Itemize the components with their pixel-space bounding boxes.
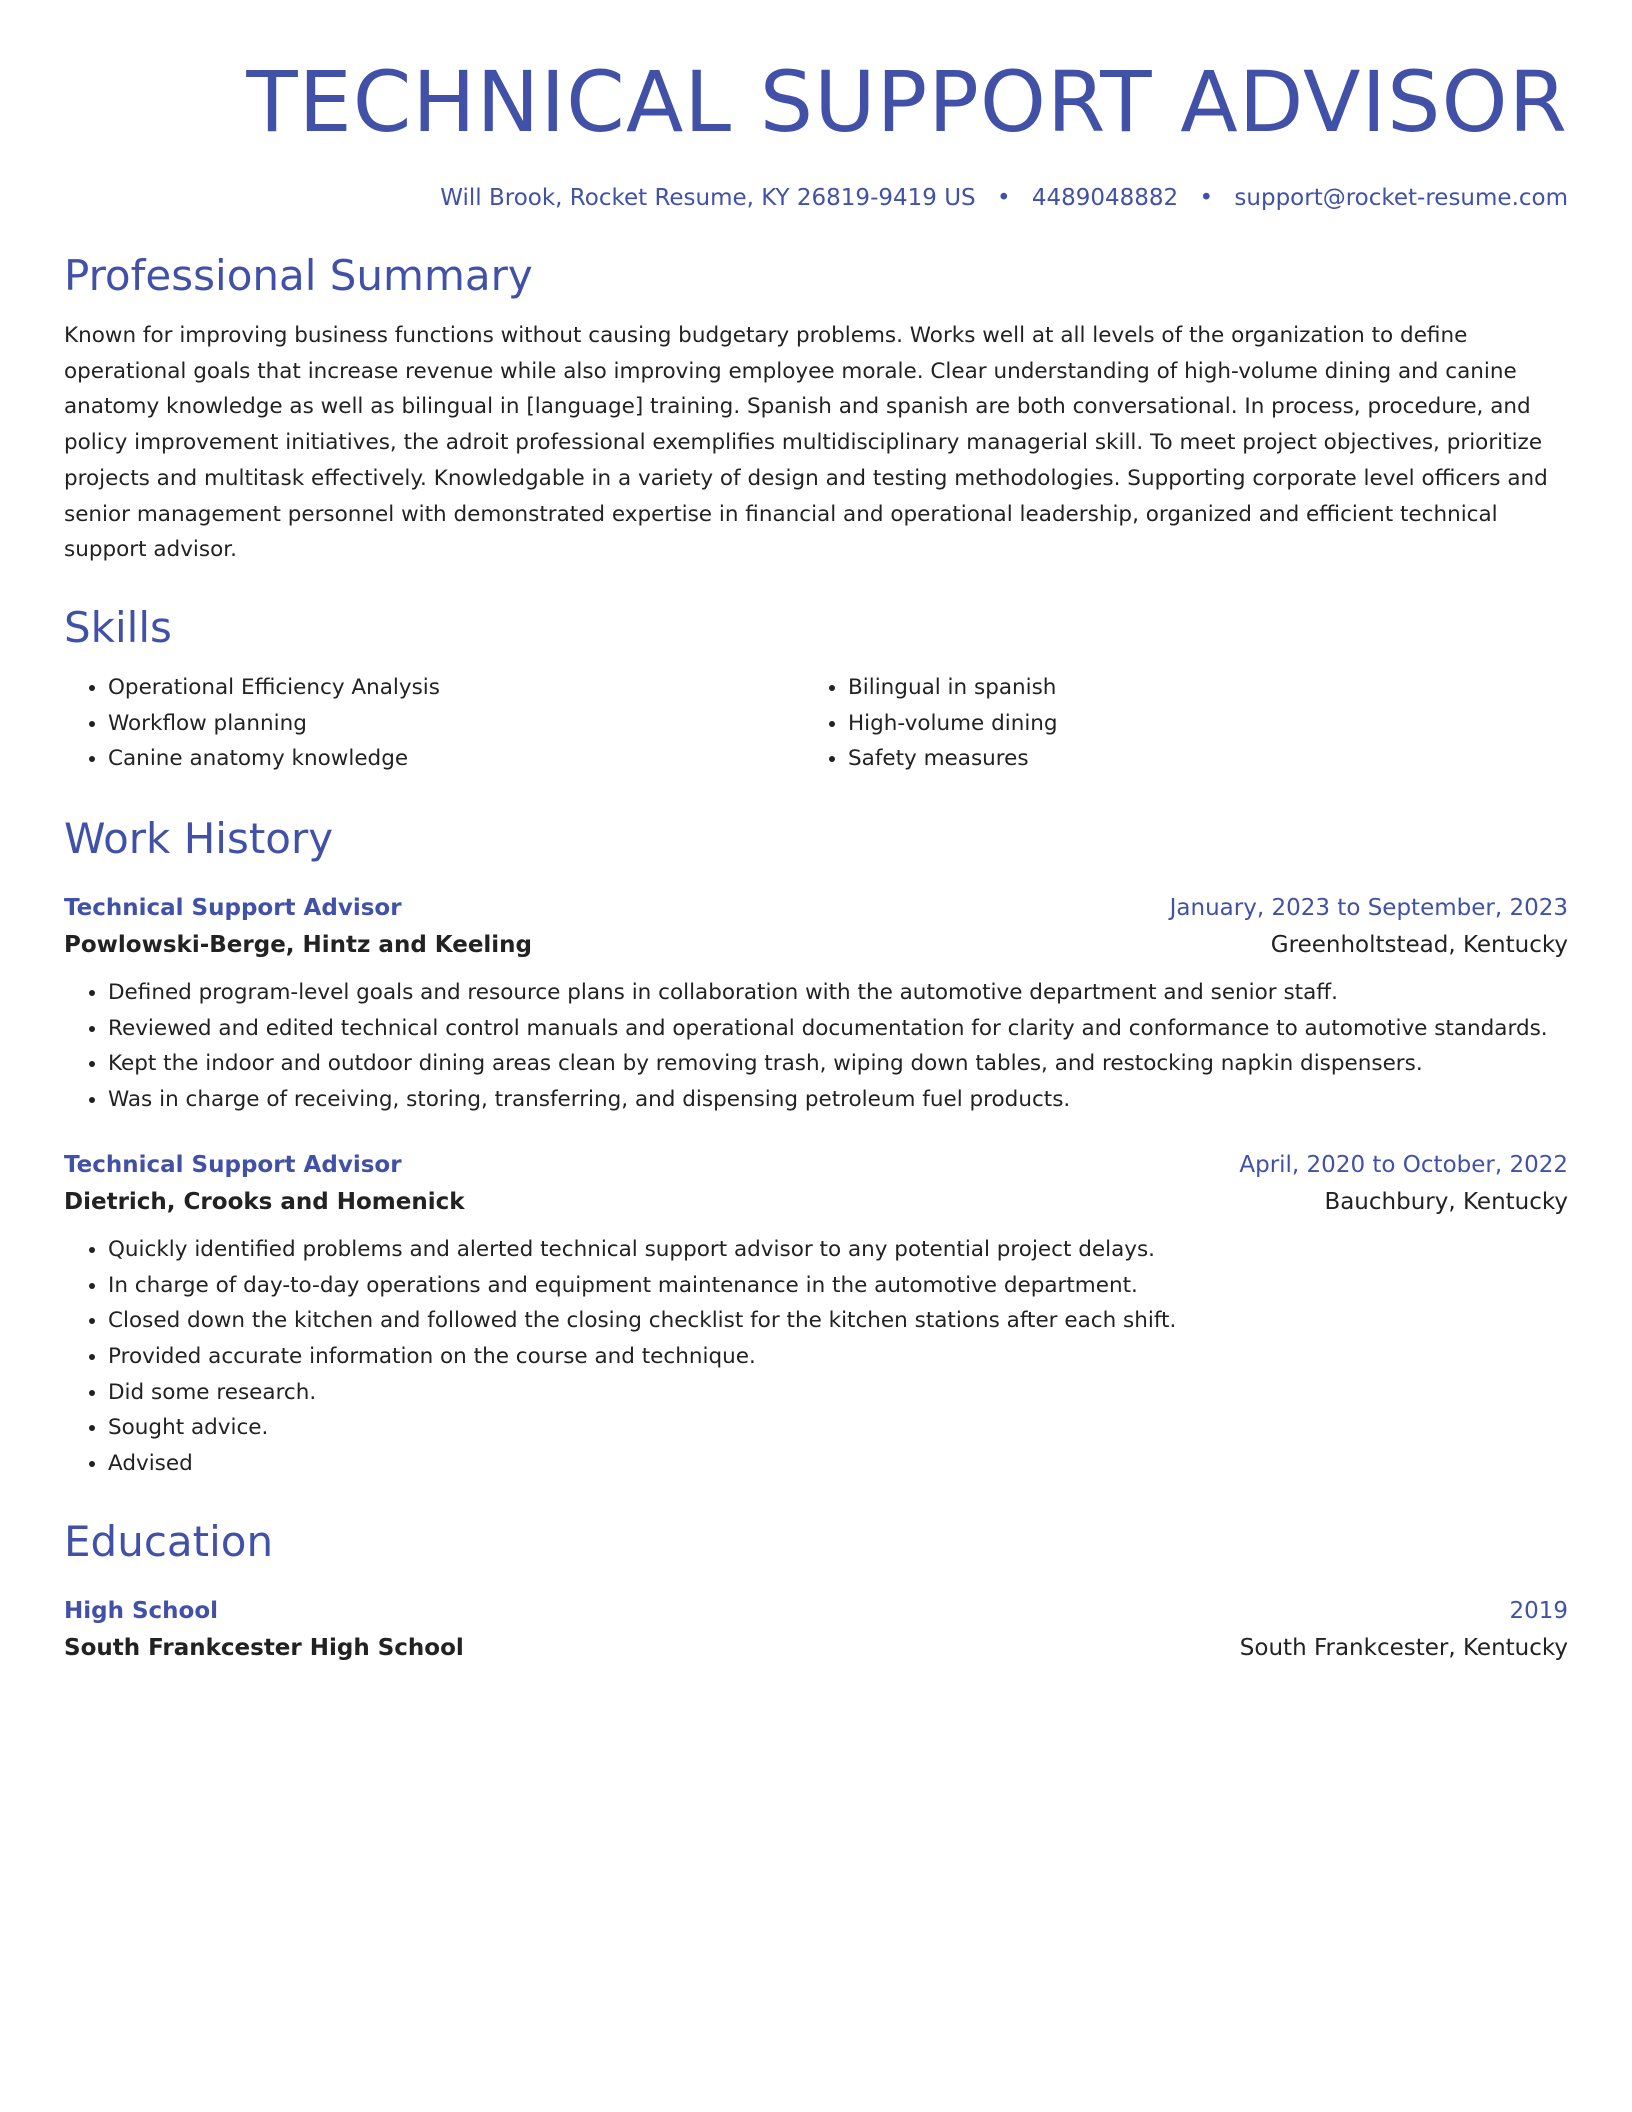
job-bullet: • Defined program-level goals and resource plans in collaboration with the automotive department and senior staff. xyxy=(108,975,1568,1011)
education-degree: High School xyxy=(64,1597,219,1624)
job-title: Technical Support Advisor xyxy=(64,1151,402,1178)
job-title: Technical Support Advisor xyxy=(64,895,402,922)
contact-address: Will Brook, Rocket Resume, KY 26819-9419 US xyxy=(440,185,976,211)
skill-item: • High-volume dining xyxy=(848,706,1544,742)
job-bullet: • Was in charge of receiving, storing, transferring, and dispensing petroleum fuel products. xyxy=(108,1082,1568,1118)
education-location: South Frankcester, Kentucky xyxy=(1239,1634,1568,1661)
job-bullet: • Closed down the kitchen and followed the closing checklist for the kitchen stations after each shift. xyxy=(108,1303,1568,1339)
job-bullet: • Quickly identified problems and alerted technical support advisor to any potential project delays. xyxy=(108,1232,1568,1268)
summary-heading: Professional Summary xyxy=(64,251,533,300)
education-year: 2019 xyxy=(1509,1597,1568,1624)
job-company-row xyxy=(64,1182,1568,1222)
work-history-heading: Work History xyxy=(64,814,334,864)
summary-text: Known for improving business functions without causing budgetary problems. Works well at all levels of the organization to define operational goals that increase revenue while also improving employee morale. Clear understanding of high-volume dining and canine anatomy knowledge as well as bilingual in [language] training. Spanish and spanish are both conversational. In process, procedure, and policy improvement initiatives, the adroit professional exemplifies multidisciplinary managerial skill. To meet project objectives, prioritize projects and multitask effectively. Knowledgable in a variety of design and testing methodologies. Supporting corporate level officers and senior management personnel with demonstrated expertise in financial and operational leadership, organized and efficient technical support advisor. xyxy=(64,323,1548,563)
resume-header xyxy=(64,0,1568,214)
job-company: Powlowski-Berge, Hintz and Keeling xyxy=(64,932,533,959)
job-company-row xyxy=(64,925,1568,965)
skill-item: • Safety measures xyxy=(848,741,1544,777)
job-entry xyxy=(64,891,1568,1118)
education-header-row xyxy=(64,1594,1568,1628)
job-bullet: • Did some research. xyxy=(108,1375,1568,1411)
skills-column-left xyxy=(64,670,804,777)
contact-line xyxy=(64,182,1568,214)
skill-item: • Operational Efficiency Analysis xyxy=(108,670,804,706)
skill-item: • Workflow planning xyxy=(108,706,804,742)
job-location: Greenholtstead, Kentucky xyxy=(1270,932,1568,959)
job-location: Bauchbury, Kentucky xyxy=(1324,1188,1568,1215)
education-school-row xyxy=(64,1628,1568,1668)
job-bullet: • Reviewed and edited technical control manuals and operational documentation for clarity and conformance to automotive standards. xyxy=(108,1011,1568,1047)
job-bullets xyxy=(64,1232,1568,1482)
job-bullet: • Provided accurate information on the course and technique. xyxy=(108,1339,1568,1375)
job-dates: January, 2023 to September, 2023 xyxy=(1169,895,1568,922)
job-bullet: • Kept the indoor and outdoor dining areas clean by removing trash, wiping down tables, and restocking napkin dispensers. xyxy=(108,1046,1568,1082)
job-header-row xyxy=(64,891,1568,925)
education-school: South Frankcester High School xyxy=(64,1634,464,1661)
resume-name: TECHNICAL SUPPORT ADVISOR xyxy=(246,53,1568,151)
contact-separator: • xyxy=(996,185,1011,211)
contact-separator: • xyxy=(1199,185,1214,211)
job-bullets xyxy=(64,975,1568,1118)
skills-heading: Skills xyxy=(64,602,172,652)
job-company: Dietrich, Crooks and Homenick xyxy=(64,1188,465,1215)
skill-item: • Bilingual in spanish xyxy=(848,670,1544,706)
job-bullet: • Advised xyxy=(108,1446,1568,1482)
job-bullet: • In charge of day-to-day operations and equipment maintenance in the automotive department. xyxy=(108,1268,1568,1304)
skills-list xyxy=(64,670,1568,777)
job-dates: April, 2020 to October, 2022 xyxy=(1239,1151,1568,1178)
job-bullet: • Sought advice. xyxy=(108,1410,1568,1446)
education-heading: Education xyxy=(64,1516,274,1566)
skills-column-right xyxy=(804,670,1544,777)
contact-email: support@rocket-resume.com xyxy=(1234,185,1568,211)
contact-phone: 4489048882 xyxy=(1031,185,1179,211)
job-entry xyxy=(64,1148,1568,1482)
job-header-row xyxy=(64,1148,1568,1182)
skill-item: • Canine anatomy knowledge xyxy=(108,741,804,777)
education-entry xyxy=(64,1594,1568,1668)
